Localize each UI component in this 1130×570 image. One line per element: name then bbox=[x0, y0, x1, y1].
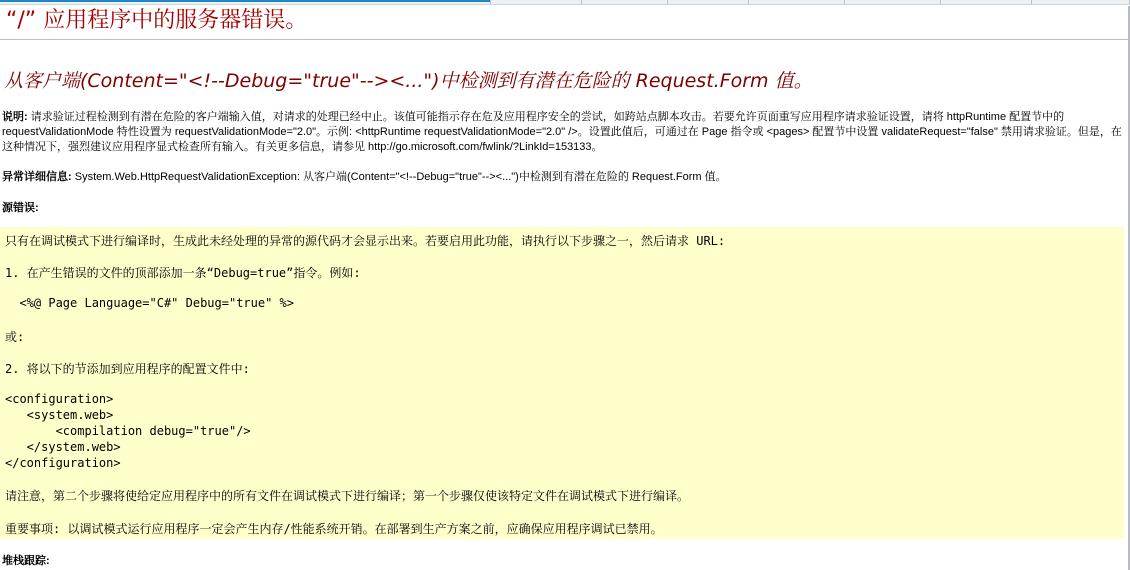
page-title: “/” 应用程序中的服务器错误。 bbox=[6, 8, 308, 33]
source-line: 重要事项: 以调试模式运行应用程序一定会产生内存/性能系统开销。在部署到生产方案之前，应确保应用程序调试已禁用。 bbox=[5, 522, 663, 536]
exception-text: System.Web.HttpRequestValidationException: 从客户端(Content="<!--Debug="true"--><...")中检测到有潜在危险的 Request.Form 值。 bbox=[74, 171, 727, 183]
tab-segment[interactable] bbox=[582, 0, 668, 4]
exception-label: 异常详细信息: bbox=[2, 171, 72, 183]
tab-segment[interactable] bbox=[845, 0, 941, 4]
source-line: <%@ Page Language="C#" Debug="true" %> bbox=[5, 296, 294, 310]
source-line: 1. 在产生错误的文件的顶部添加一条“Debug=true”指令。例如: bbox=[5, 266, 361, 280]
source-line: <compilation debug="true"/> bbox=[5, 424, 251, 438]
source-line: </system.web> bbox=[5, 440, 121, 454]
tab-segment[interactable] bbox=[941, 0, 1032, 4]
tab-segment[interactable] bbox=[668, 0, 749, 4]
source-line: 只有在调试模式下进行编译时，生成此未经处理的异常的源代码才会显示出来。若要启用此功能，请执行以下步骤之一，然后请求 URL: bbox=[5, 234, 726, 248]
source-line: </configuration> bbox=[5, 456, 121, 470]
tab-segment[interactable] bbox=[749, 0, 845, 4]
stack-trace-label: 堆栈跟踪: bbox=[2, 555, 50, 567]
source-line: 请注意，第二个步骤将使给定应用程序中的所有文件在调试模式下进行编译；第一个步骤仅使该特定文件在调试模式下进行编译。 bbox=[5, 489, 690, 503]
source-line: 或: bbox=[5, 330, 25, 344]
title-divider bbox=[0, 39, 1128, 40]
error-subtitle: 从客户端(Content="<!--Debug="true"--><...")中检测到有潜在危险的 Request.Form 值。 bbox=[4, 70, 813, 92]
description-section bbox=[2, 110, 1124, 155]
tab-segment[interactable] bbox=[491, 0, 582, 4]
description-text: 请求验证过程检测到有潜在危险的客户端输入值，对请求的处理已经中止。该值可能指示存在危及应用程序安全的尝试，如跨站点脚本攻击。若要允许页面重写应用程序请求验证设置，请将 httpRuntime 配置节中的 requestValidationMode 特性设置为 requestValidationMode="2.0"。示例: <httpRuntime requestValidationMode="2.0" />。设置此值后，可通过在 Page 指令或 <pages> 配置节中设置 validateRequest="false" 禁用请求验证。但是，在这种情况下，强烈建议应用程序显式检查所有输入。有关更多信息，请参见 http://go.microsoft.com/fwlink/?LinkId=153133。 bbox=[2, 111, 1122, 153]
source-error-box bbox=[0, 227, 1124, 539]
source-line: <system.web> bbox=[5, 408, 114, 422]
source-line: 2. 将以下的节添加到应用程序的配置文件中: bbox=[5, 362, 250, 376]
exception-details-section bbox=[2, 170, 1124, 185]
source-error-label: 源错误: bbox=[2, 202, 39, 214]
description-label: 说明: bbox=[2, 111, 28, 123]
tab-segment[interactable] bbox=[1032, 0, 1130, 4]
source-line: <configuration> bbox=[5, 392, 114, 406]
